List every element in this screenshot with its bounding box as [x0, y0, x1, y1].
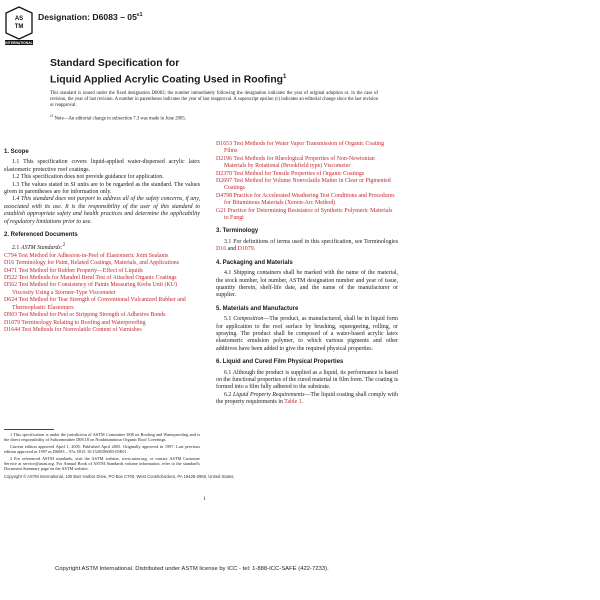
- reference-code[interactable]: D562: [4, 282, 18, 289]
- reference-title[interactable]: Test Methods for Nonvolatile Content of Varnishes: [21, 326, 142, 333]
- reference-code[interactable]: C794: [4, 252, 17, 259]
- scope-1-2: 1.2 This specification does not provide guidance for application.: [12, 174, 164, 181]
- title-line-2: Liquid Applied Acrylic Coating Used in Roofing$^1$: [50, 73, 287, 85]
- reference-code[interactable]: D2697: [216, 178, 233, 185]
- terminology-3-1: 3.1 For definitions of terms used in this specification, see Terminologies D16 and D1079.: [216, 238, 398, 253]
- license-line: Copyright ASTM International. Distributed under ASTM license by ICC - tel: 1-888-ICC-SAFE (422-7233).: [55, 566, 329, 572]
- scope-1-1: 1.1 This specification covers liquid-applied water-dispersed acrylic latex elastomeric protective roof coatings.: [4, 159, 200, 173]
- reference-title[interactable]: Practice for Accelerated Weathering Test Conditions and Procedures for Bituminous Materials (Xenon-Arc Method): [224, 192, 395, 207]
- section-heading-referenced-documents: 2. Referenced Documents: [4, 232, 78, 239]
- reference-code[interactable]: D903: [4, 312, 18, 319]
- reference-title[interactable]: Practice for Determining Resistance of Synthetic Polymeric Materials to Fungi: [224, 207, 393, 222]
- astm-standards-label: 2.1 ASTM Standards:$^2$: [12, 243, 66, 252]
- reference-title[interactable]: Test Methods for Mandrel Bend Test of Attached Organic Coatings: [18, 275, 177, 282]
- reference-code[interactable]: G21: [216, 207, 227, 214]
- section-heading-packaging: 4. Packaging and Materials: [216, 259, 293, 266]
- reference-item[interactable]: [4, 268, 200, 275]
- reference-item[interactable]: [216, 178, 398, 193]
- reference-title[interactable]: Test Methods for Water Vapor Transmission of Organic Coating Films: [224, 141, 385, 155]
- reference-item[interactable]: [4, 327, 200, 334]
- reference-item[interactable]: [216, 171, 398, 178]
- reference-code[interactable]: D16: [4, 260, 15, 267]
- designation: Designation: $D6083 - 05^{\varepsilon 1}$: [38, 12, 143, 22]
- section-heading-scope: 1. Scope: [4, 149, 29, 155]
- reference-item[interactable]: [4, 297, 200, 312]
- reference-item[interactable]: [216, 156, 398, 171]
- section-heading-materials: 5. Materials and Manufacture: [216, 305, 299, 312]
- reference-item[interactable]: [4, 282, 200, 297]
- section-heading-terminology: 3. Terminology: [216, 228, 259, 235]
- reference-item[interactable]: [4, 312, 200, 319]
- reference-code[interactable]: D4798: [216, 192, 233, 199]
- reference-code[interactable]: D1079: [4, 319, 21, 326]
- reference-code[interactable]: D522: [4, 275, 18, 282]
- packaging-4-1: 4.1 Shipping containers shall be marked with the name of the material, the stock number, lot number, ASTM designation number and year of issue, quantity therein, shelf-life date, and the name of the manufacturer or supplier.: [216, 270, 398, 299]
- scope-1-3: 1.3 The values stated in SI units are to be regarded as the standard. The values given in parentheses are for information only.: [4, 181, 200, 196]
- footnotes: [4, 432, 200, 473]
- reference-item[interactable]: [216, 208, 398, 223]
- reference-title[interactable]: Terminology for Paint, Related Coatings, Materials, and Applications: [15, 260, 180, 267]
- reference-title[interactable]: Test Method for Volume Nonvolatile Matter in Clear or Pigmented Coatings: [224, 178, 391, 192]
- liquid-6-2: 6.2 Liquid Property Requirements—The liquid coating shall comply with the property requirements in Table 1.: [216, 391, 398, 406]
- reference-code[interactable]: D2196: [216, 155, 233, 162]
- reference-title[interactable]: Test Method for Adhesion-in-Peel of Elastomeric Joint Sealants: [18, 252, 169, 259]
- reference-code[interactable]: D1644: [4, 326, 21, 333]
- issue-note: This standard is issued under the fixed designation D6083; the number immediately following the designation indicates the year of original adoption or, in the case of revision, the year of last revision. A number in parentheses indicates the year of last reapproval. A superscript epsilon (ε) indicates an editorial change since the last revision or reapproval.: [50, 91, 378, 109]
- page-title: [50, 58, 470, 86]
- reference-code[interactable]: D1653: [216, 141, 233, 147]
- footnote-2: 2 For referenced ASTM standards, visit the ASTM website, www.astm.org, or contact ASTM Customer Service at service@astm.org. For Annual Book of ASTM Standards volume information, refer to the standard's Document Summary page on the ASTM website.: [4, 455, 200, 472]
- footnote-1: 1 This specification is under the jurisdiction of ASTM Committee D08 on Roofing and Waterproofing and is the direct responsibility of Subcommittee D08.18 on Nonbituminous Organic Roof Coverings.: [4, 432, 200, 443]
- left-column: [4, 143, 200, 334]
- materials-5-1: 5.1 Composition—The product, as manufactured, shall be in liquid form for application to the roof surface by brushing, squeegeeing, rolling, or spraying. The product shall be composed of a water-based acrylic latex elastomeric emulsion polymer, to which various pigments and other additives have been added to give the required physical properties.: [216, 316, 398, 352]
- svg-text:TM: TM: [14, 24, 24, 30]
- reference-title[interactable]: Test Method for Peel or Stripping Strength of Adhesive Bonds: [18, 312, 166, 319]
- link-table-1[interactable]: Table 1: [284, 399, 302, 406]
- page-number: 1: [203, 496, 206, 502]
- logo-text: INTERNATIONAL: [5, 41, 33, 45]
- reference-code[interactable]: D624: [4, 297, 18, 304]
- reference-title[interactable]: Test Method for Rubber Property—Effect of Liquids: [18, 267, 143, 274]
- right-column: [216, 141, 398, 407]
- reference-title[interactable]: Test Method for Consistency of Paints Measuring Krebs Unit (KU) Viscosity Using a Stormer-Type Viscometer: [12, 282, 177, 296]
- copyright-line: Copyright © ASTM International, 100 Barr Harbor Drive, PO Box C700, West Conshohocken, PA 19428-2959, United States.: [4, 474, 235, 479]
- reference-item[interactable]: [4, 320, 200, 327]
- reference-item[interactable]: [216, 141, 398, 156]
- reference-title[interactable]: Test Methods for Rheological Properties of Non-Newtonian Materials by Rotational (Brookfield type) Viscometer: [224, 155, 375, 170]
- astm-logo: [4, 6, 34, 46]
- liquid-6-1: 6.1 Although the product is supplied as a liquid, its performance is based on the functional properties of the cured material in film form. The coating is formed into a film fully adhered to the substrate.: [216, 369, 398, 391]
- svg-text:AS: AS: [14, 16, 24, 22]
- epsilon-note: $^{\varepsilon 1}$ Note—An editorial change to subsection 7.3 was made in June 2005.: [50, 114, 186, 122]
- reference-item[interactable]: [216, 193, 398, 208]
- reference-title[interactable]: Test Method for Tear Strength of Conventional Vulcanized Rubber and Thermoplastic Elastomers: [12, 297, 186, 311]
- reference-title[interactable]: Test Method for Tensile Properties of Organic Coatings: [233, 170, 365, 177]
- footnote-rule: [4, 429, 54, 430]
- title-line-1: Standard Specification for: [50, 58, 180, 69]
- section-heading-liquid-properties: 6. Liquid and Cured Film Physical Properties: [216, 359, 344, 366]
- scope-1-4: 1.4 This standard does not purport to address all of the safety concerns, if any, associated with its use. It is the responsibility of the user of this standard to establish appropriate safety and health practices and determine the applicability of regulatory limitations prior to use.: [4, 196, 200, 225]
- reference-list-left: [4, 253, 200, 334]
- link-d1079[interactable]: D1079: [237, 246, 254, 253]
- reference-code[interactable]: D2370: [216, 170, 233, 177]
- reference-item[interactable]: [4, 260, 200, 267]
- reference-title[interactable]: Terminology Relating to Roofing and Waterproofing: [21, 319, 146, 326]
- reference-list-right: [216, 141, 398, 222]
- reference-code[interactable]: D471: [4, 267, 18, 274]
- footnote-1b: Current edition approved April 1, 2005. Published April 2005. Originally approved in 1997. Last previous edition approved in 1997 as D6083 – 97a. DOI: 10.1520/D6083-05E01.: [4, 443, 200, 455]
- link-d16[interactable]: D16: [216, 246, 227, 253]
